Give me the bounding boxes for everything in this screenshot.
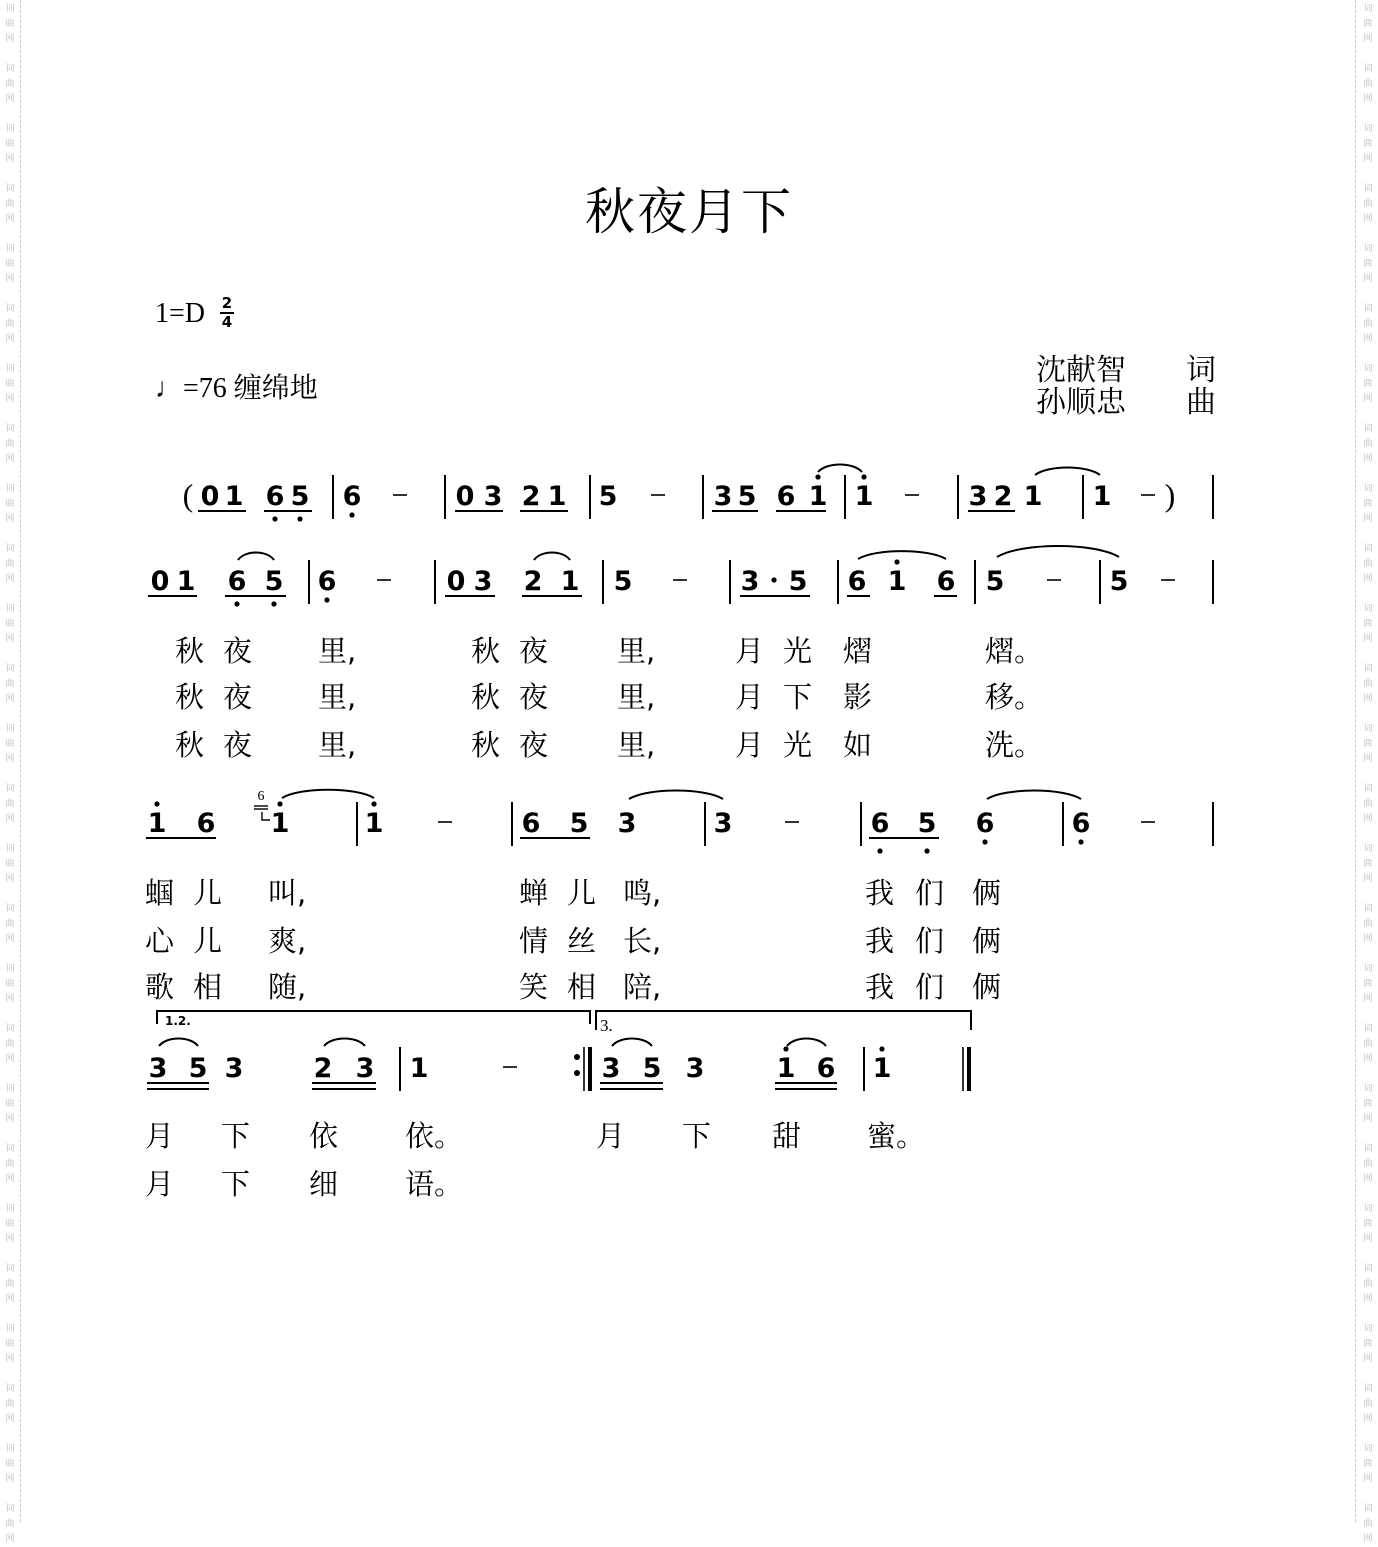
note: 3	[713, 481, 733, 512]
tempo-marking: ♩=76 缠绵地	[155, 373, 318, 404]
note: 6	[342, 481, 362, 512]
note: 3	[473, 566, 493, 597]
lyric-syllable: 下	[221, 1167, 251, 1201]
watermark-text: 词 曲 网	[1363, 64, 1373, 104]
note: 1	[147, 808, 167, 839]
note: 6	[847, 566, 867, 597]
note: 3	[740, 566, 760, 597]
note: 3	[713, 808, 733, 839]
note: 6	[1071, 808, 1091, 839]
watermark-text: 词 曲 网	[1363, 664, 1373, 704]
paren-open: (	[182, 477, 194, 513]
note: 1	[547, 481, 567, 512]
note: 6	[776, 481, 796, 512]
note: 6	[227, 566, 247, 597]
slur	[787, 1039, 826, 1047]
note: 5	[1109, 566, 1129, 597]
lyric-syllable: 夜	[519, 680, 549, 714]
lyric-syllable: 陪,	[623, 970, 662, 1004]
note: 3	[968, 481, 988, 512]
octave-dot-low	[272, 516, 277, 521]
note: 5	[264, 566, 284, 597]
lyric-syllable: 蝉	[519, 876, 549, 910]
lyric-syllable: 光	[783, 634, 813, 668]
lyric-syllable: 光	[783, 728, 813, 762]
note: 1	[776, 1053, 796, 1084]
note: 6	[816, 1053, 836, 1084]
note: 5	[290, 481, 310, 512]
octave-dot-high	[371, 801, 376, 806]
lyric-syllable: 移。	[985, 680, 1044, 714]
lyric-syllable: 我	[865, 876, 895, 910]
lyric-syllable: 相	[193, 970, 223, 1004]
note: 3	[483, 481, 503, 512]
watermark-text: 词 曲 网	[5, 964, 15, 1004]
note: 1	[1023, 481, 1043, 512]
lyric-syllable: 儿	[193, 924, 223, 958]
note: 5	[788, 566, 808, 597]
note: 3	[224, 1053, 244, 1084]
lyric-syllable: 俩	[972, 970, 1002, 1004]
watermark-text: 词 曲 网	[5, 1144, 15, 1184]
lyric-syllable: 月	[145, 1119, 175, 1153]
lyricist-role: 词	[1186, 353, 1216, 388]
lyric-syllable: 蝈	[145, 876, 175, 910]
lyric-syllable: 爽,	[268, 924, 307, 958]
lyric-syllable: 里,	[318, 680, 357, 714]
composer-name: 孙顺忠	[1036, 385, 1126, 420]
lyric-syllable: 儿	[193, 876, 223, 910]
lyricist-name: 沈献智	[1036, 353, 1126, 388]
watermark-text: 词 曲 网	[1363, 904, 1373, 944]
lyric-syllable: 月	[145, 1167, 175, 1201]
slur	[282, 790, 374, 798]
lyric-syllable: 鸣,	[623, 876, 662, 910]
note: 5	[613, 566, 633, 597]
octave-dot-high	[894, 559, 899, 564]
note: 3	[601, 1053, 621, 1084]
octave-dot-low	[982, 839, 987, 844]
octave-dot-high	[783, 1046, 788, 1051]
lyric-syllable: 俩	[972, 924, 1002, 958]
note: 5	[598, 481, 618, 512]
watermark-text: 词 曲 网	[1363, 244, 1373, 284]
note: 1	[560, 566, 580, 597]
octave-dot-low	[349, 512, 354, 517]
watermark-text: 词 曲 网	[1363, 4, 1373, 44]
lyric-syllable: 歌	[145, 970, 175, 1004]
watermark-text: 词 曲 网	[1363, 124, 1373, 164]
watermark-text: 词 曲 网	[5, 1204, 15, 1244]
lyric-syllable: 熠。	[985, 634, 1044, 668]
lyric-syllable: 俩	[972, 876, 1002, 910]
note: 5	[642, 1053, 662, 1084]
watermark-text: 词 曲 网	[5, 424, 15, 464]
lyric-syllable: 相	[567, 970, 597, 1004]
watermark-text: 词 曲 网	[1363, 1024, 1373, 1064]
note: 1	[854, 481, 874, 512]
time-signature-top: 2	[221, 294, 233, 312]
watermark-text: 词 曲 网	[5, 1024, 15, 1064]
lyric-syllable: 熠	[843, 634, 873, 668]
lyric-syllable: 影	[843, 680, 873, 714]
lyric-syllable: 下	[783, 680, 813, 714]
watermark-text: 词 曲 网	[1363, 304, 1373, 344]
lyric-syllable: 里,	[318, 634, 357, 668]
watermark-text: 词 曲 网	[1363, 1504, 1373, 1544]
lyric-syllable: 夜	[223, 728, 253, 762]
lyric-syllable: 秋	[175, 634, 205, 668]
note: 3	[685, 1053, 705, 1084]
note: 0	[455, 481, 475, 512]
note: 0	[446, 566, 466, 597]
slur	[1035, 468, 1100, 476]
watermark-text: 词 曲 网	[1363, 1084, 1373, 1124]
watermark-text: 词 曲 网	[5, 304, 15, 344]
augmentation-dot	[771, 577, 776, 582]
lyric-syllable: 月	[735, 680, 765, 714]
watermark-text: 词 曲 网	[1363, 1264, 1373, 1304]
octave-dot-high	[277, 801, 282, 806]
octave-dot-high	[815, 474, 820, 479]
watermark-text: 词 曲 网	[5, 124, 15, 164]
lyric-syllable: 依。	[405, 1119, 464, 1153]
lyric-syllable: 秋	[471, 634, 501, 668]
volta-bracket-first	[157, 1011, 590, 1024]
note: 0	[200, 481, 220, 512]
note: 1	[224, 481, 244, 512]
octave-dot-low	[324, 597, 329, 602]
lyric-syllable: 心	[145, 924, 175, 958]
lyric-syllable: 夜	[223, 680, 253, 714]
watermark-text: 词 曲 网	[5, 184, 15, 224]
lyric-syllable: 甜	[772, 1119, 802, 1153]
lyric-syllable: 夜	[519, 634, 549, 668]
note: 6	[870, 808, 890, 839]
watermark-text: 词 曲 网	[1363, 604, 1373, 644]
slur	[997, 546, 1119, 557]
slur	[629, 791, 723, 799]
watermark-text: 词 曲 网	[5, 784, 15, 824]
note: 1	[1092, 481, 1112, 512]
lyric-syllable: 随,	[268, 970, 307, 1004]
slur	[534, 553, 570, 561]
note: 1	[808, 481, 828, 512]
lyric-syllable: 语。	[405, 1167, 464, 1201]
octave-dot-low	[234, 601, 239, 606]
repeat-dot	[574, 1054, 580, 1060]
watermark-text: 词 曲 网	[1363, 1144, 1373, 1184]
lyric-syllable: 里,	[318, 728, 357, 762]
watermark-text: 词 曲 网	[1363, 1384, 1373, 1424]
slur	[159, 1039, 198, 1047]
lyric-syllable: 我	[865, 970, 895, 1004]
note: 5	[917, 808, 937, 839]
note: 3	[617, 808, 637, 839]
lyric-syllable: 夜	[519, 728, 549, 762]
slur	[987, 791, 1081, 799]
lyric-syllable: 长,	[623, 924, 662, 958]
watermark-text: 词 曲 网	[5, 64, 15, 104]
watermark-text: 词 曲 网	[5, 1264, 15, 1304]
octave-dot-high	[861, 474, 866, 479]
lyric-syllable: 秋	[471, 728, 501, 762]
note: 5	[737, 481, 757, 512]
repeat-dot	[574, 1070, 580, 1076]
lyric-syllable: 如	[843, 728, 873, 762]
lyric-syllable: 情	[519, 924, 549, 958]
time-signature-bottom: 4	[221, 313, 233, 331]
paren-close: )	[1164, 477, 1176, 513]
volta-label-first: 1.2.	[165, 1014, 191, 1028]
watermark-text: 词 曲 网	[1363, 544, 1373, 584]
octave-dot-low	[1078, 839, 1083, 844]
lyric-syllable: 蜜。	[867, 1119, 926, 1153]
volta-bracket-second	[596, 1011, 971, 1030]
note: 1	[887, 566, 907, 597]
grace-stem	[262, 812, 270, 820]
note: 6	[196, 808, 216, 839]
watermark-text: 词 曲 网	[5, 1324, 15, 1364]
watermark-text: 词 曲 网	[5, 244, 15, 284]
note: 1	[409, 1053, 429, 1084]
watermark-text: 词 曲 网	[5, 4, 15, 44]
lyric-syllable: 里,	[617, 728, 656, 762]
lyric-syllable: 下	[221, 1119, 251, 1153]
lyric-syllable: 儿	[567, 876, 597, 910]
composer-role: 曲	[1186, 385, 1216, 420]
watermark-text: 词 曲 网	[5, 1084, 15, 1124]
note: 5	[569, 808, 589, 839]
slur	[818, 465, 862, 473]
note: 5	[188, 1053, 208, 1084]
note: 1	[364, 808, 384, 839]
octave-dot-low	[271, 601, 276, 606]
watermark-text: 词 曲 网	[5, 844, 15, 884]
lyric-syllable: 们	[915, 970, 945, 1004]
note: 3	[355, 1053, 375, 1084]
watermark-text: 词 曲 网	[1363, 1324, 1373, 1364]
watermark-text: 词 曲 网	[1363, 184, 1373, 224]
lyric-syllable: 里,	[617, 634, 656, 668]
watermark-text: 词 曲 网	[5, 1384, 15, 1424]
slur	[238, 553, 274, 561]
octave-dot-low	[924, 848, 929, 853]
lyric-syllable: 叫,	[268, 876, 307, 910]
watermark-text: 词 曲 网	[1363, 964, 1373, 1004]
watermark-text: 词 曲 网	[5, 604, 15, 644]
lyric-syllable: 洗。	[985, 728, 1044, 762]
watermark-text: 词 曲 网	[5, 1444, 15, 1484]
note: 1	[270, 808, 290, 839]
slur	[612, 1039, 652, 1047]
note: 1	[176, 566, 196, 597]
watermark-text: 词 曲 网	[1363, 844, 1373, 884]
watermark-text: 词 曲 网	[1363, 1444, 1373, 1484]
note: 5	[985, 566, 1005, 597]
watermark-text: 词 曲 网	[5, 364, 15, 404]
slur	[324, 1039, 365, 1047]
lyric-syllable: 丝	[567, 924, 597, 958]
octave-dot-low	[877, 848, 882, 853]
lyric-syllable: 们	[915, 876, 945, 910]
slur	[858, 551, 946, 559]
watermark-text: 词 曲 网	[1363, 364, 1373, 404]
watermark-text: 词 曲 网	[1363, 484, 1373, 524]
lyric-syllable: 依	[309, 1119, 339, 1153]
watermark-text: 词 曲 网	[5, 664, 15, 704]
note: 2	[523, 566, 543, 597]
lyric-syllable: 月	[735, 634, 765, 668]
note: 6	[936, 566, 956, 597]
note: 1	[872, 1053, 892, 1084]
watermark-text: 词 曲 网	[5, 544, 15, 584]
lyric-syllable: 秋	[175, 728, 205, 762]
grace-note: 6	[257, 789, 265, 804]
note: 6	[521, 808, 541, 839]
lyric-syllable: 下	[682, 1119, 712, 1153]
lyric-syllable: 秋	[175, 680, 205, 714]
note: 6	[265, 481, 285, 512]
octave-dot-high	[154, 801, 159, 806]
octave-dot-high	[879, 1046, 884, 1051]
watermark-text: 词 曲 网	[1363, 784, 1373, 824]
lyric-syllable: 夜	[223, 634, 253, 668]
lyric-syllable: 笑	[519, 970, 549, 1004]
note: 2	[993, 481, 1013, 512]
lyric-syllable: 月	[735, 728, 765, 762]
note: 0	[150, 566, 170, 597]
watermark-text: 词 曲 网	[5, 904, 15, 944]
lyric-syllable: 我	[865, 924, 895, 958]
volta-label-second: 3.	[600, 1016, 613, 1035]
watermark-text: 词 曲 网	[1363, 424, 1373, 464]
watermark-text: 词 曲 网	[5, 484, 15, 524]
watermark-text: 词 曲 网	[5, 724, 15, 764]
note: 6	[317, 566, 337, 597]
lyric-syllable: 秋	[471, 680, 501, 714]
note: 3	[148, 1053, 168, 1084]
key-signature: 1=D	[155, 298, 206, 329]
watermark-text: 词 曲 网	[1363, 1204, 1373, 1244]
lyric-syllable: 月	[596, 1119, 626, 1153]
lyric-syllable: 里,	[617, 680, 656, 714]
octave-dot-low	[297, 516, 302, 521]
note: 6	[975, 808, 995, 839]
note: 2	[521, 481, 541, 512]
note: 2	[313, 1053, 333, 1084]
lyric-syllable: 们	[915, 924, 945, 958]
watermark-text: 词 曲 网	[5, 1504, 15, 1544]
song-title: 秋夜月下	[585, 183, 793, 241]
lyric-syllable: 细	[309, 1167, 339, 1201]
watermark-text: 词 曲 网	[1363, 724, 1373, 764]
